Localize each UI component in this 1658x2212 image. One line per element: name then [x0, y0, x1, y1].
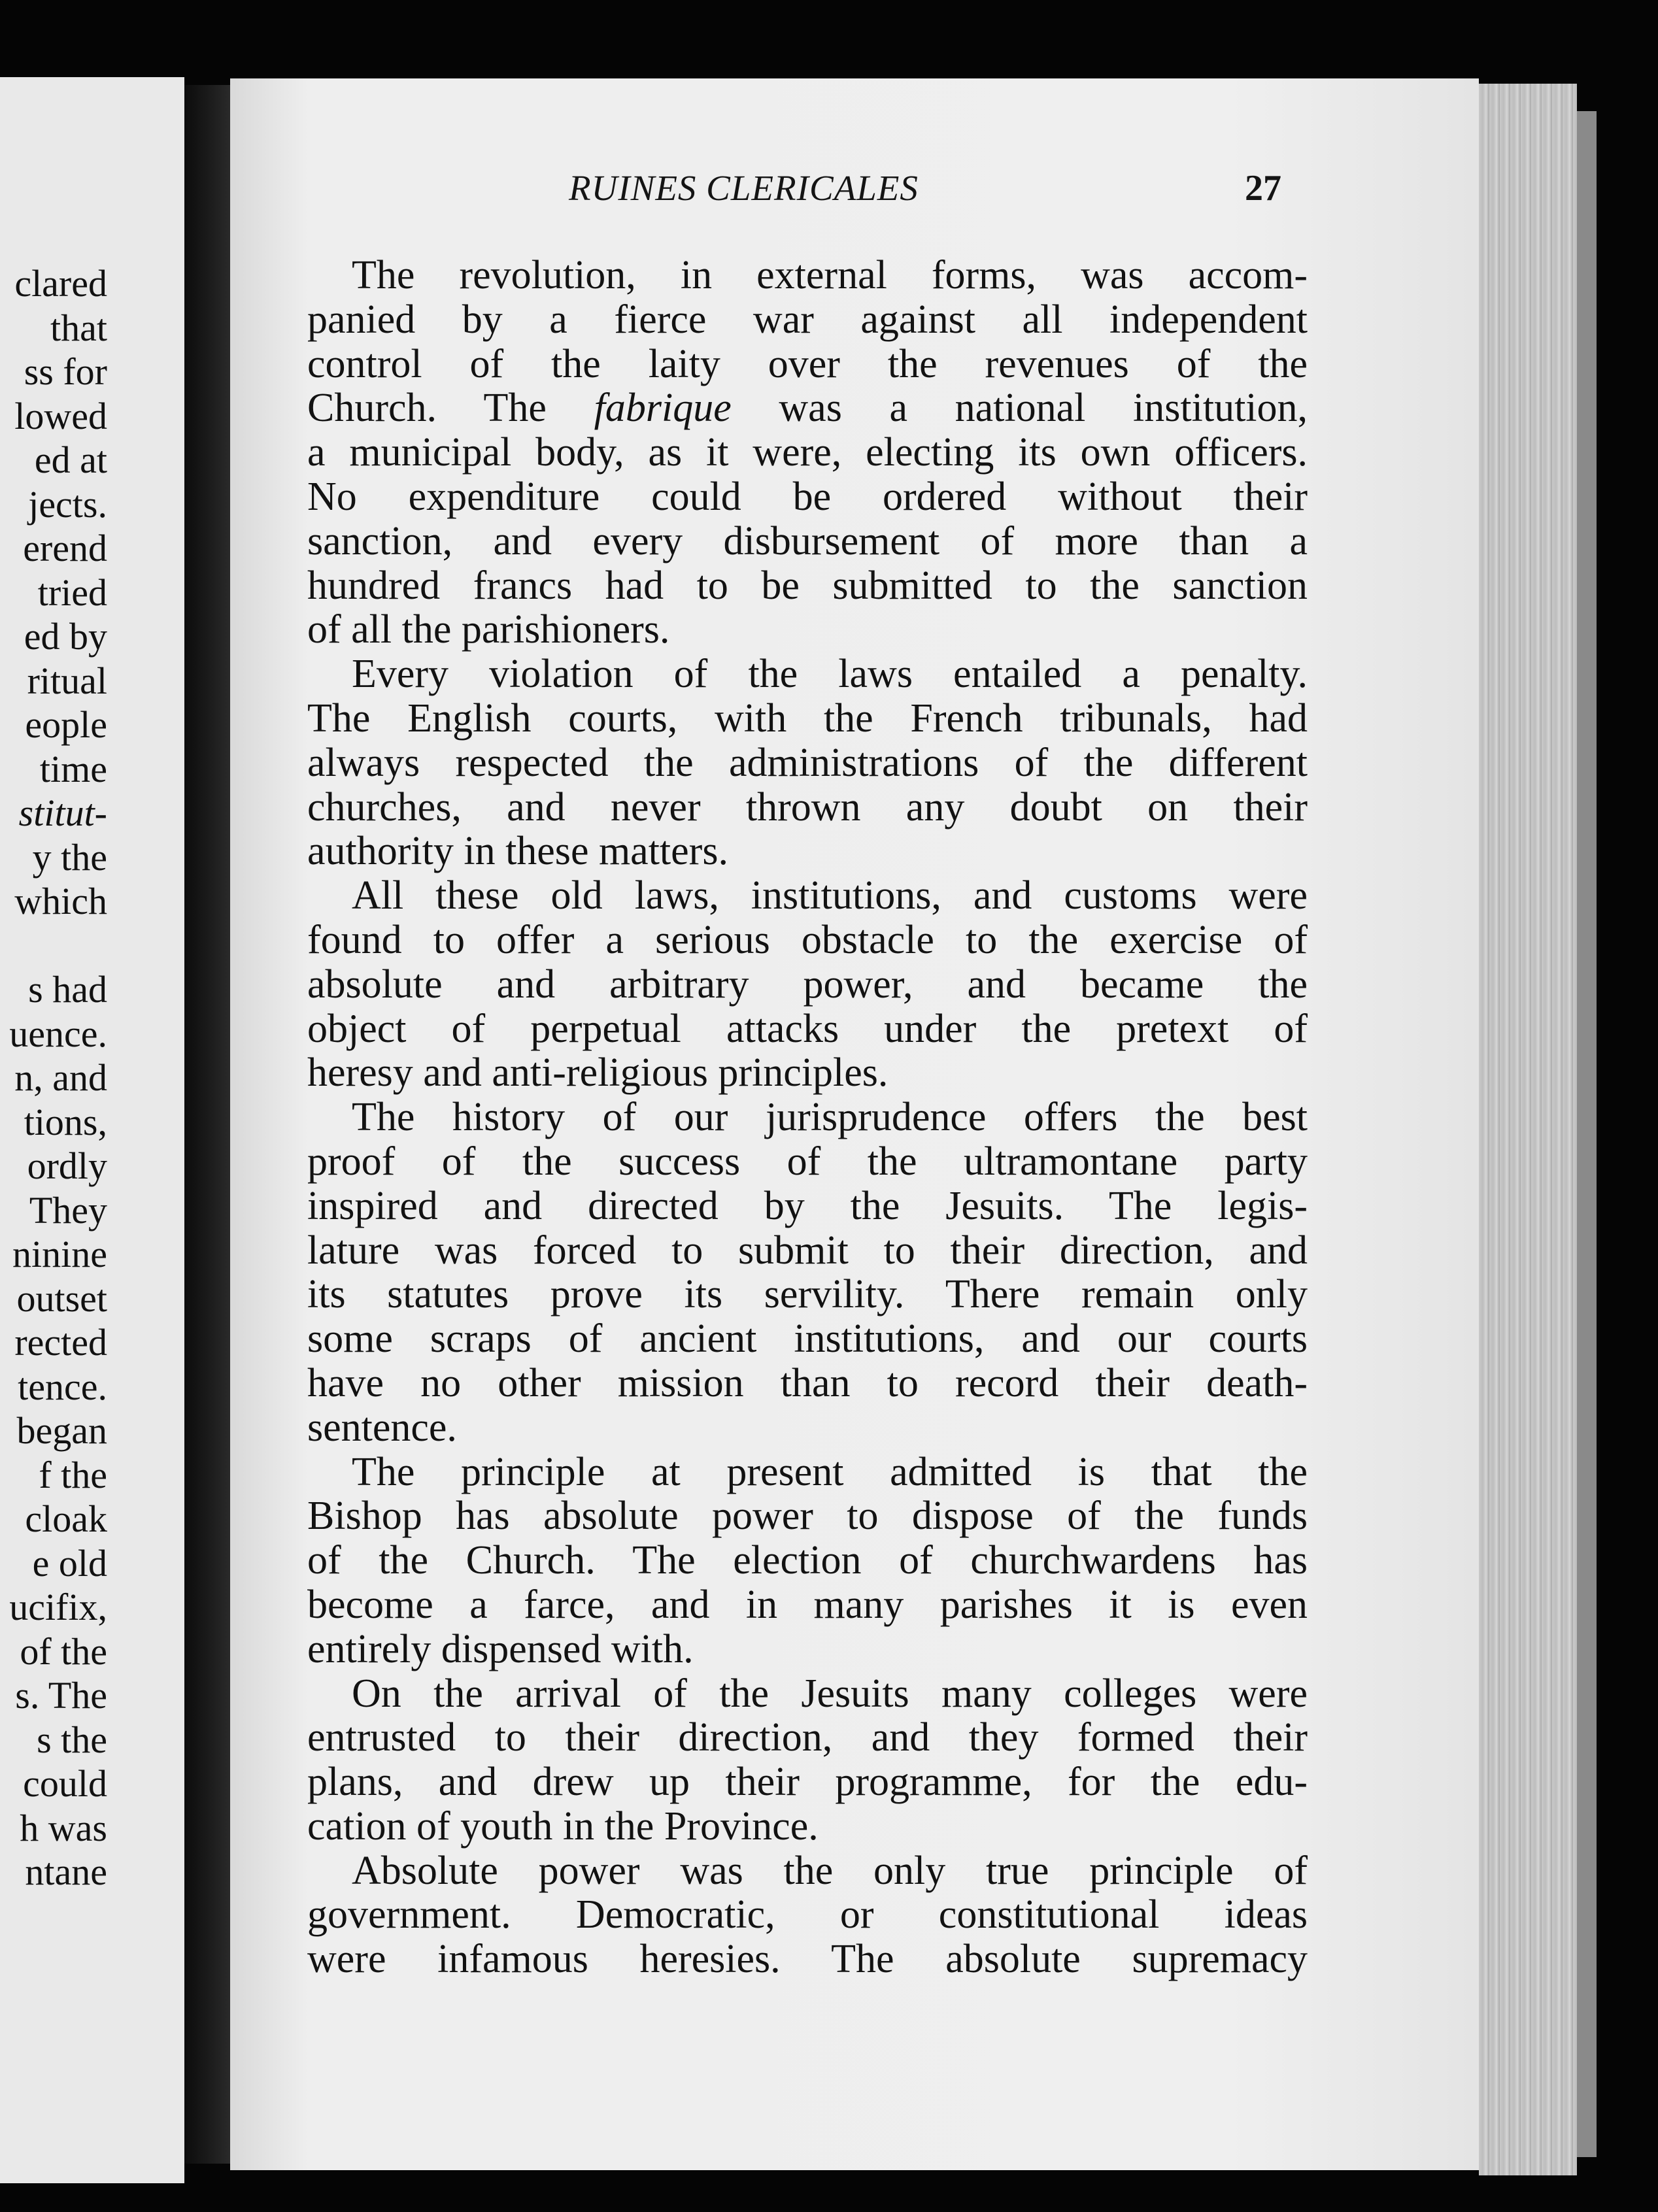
text-line: government. Democratic, or constitutional ideas — [307, 1892, 1308, 1937]
text-line: Every violation of the laws entailed a penalty. — [352, 652, 1308, 697]
left-line: of the — [20, 1630, 107, 1673]
left-line: uence. — [9, 1012, 107, 1055]
text-line: Bishop has absolute power to dispose of the funds — [307, 1494, 1308, 1539]
left-line: began — [16, 1409, 107, 1452]
left-line: e old — [32, 1541, 107, 1584]
left-line: ed at — [34, 439, 107, 481]
text-line: found to offer a serious obstacle to the exercise of — [307, 917, 1308, 962]
left-line: that — [50, 306, 107, 349]
text-line: lature was forced to submit to their direction, and — [307, 1228, 1308, 1273]
text-line: entirely dispensed with. — [307, 1626, 694, 1671]
book-gutter — [184, 85, 230, 2164]
left-line: f the — [39, 1453, 107, 1496]
text-line: hundred francs had to be submitted to the sanction — [307, 563, 1308, 608]
left-line: ninine — [12, 1233, 107, 1275]
text-line: plans, and drew up their programme, for the edu- — [307, 1760, 1308, 1805]
left-line: tence. — [18, 1365, 107, 1408]
text-line: of all the parishioners. — [307, 607, 670, 652]
text-line: heresy and anti-religious principles. — [307, 1050, 888, 1096]
text-line: inspired and directed by the Jesuits. The legis- — [307, 1183, 1308, 1228]
left-line: could — [23, 1762, 107, 1805]
text-line: authority in these matters. — [307, 829, 728, 874]
text-line: a municipal body, as it were, electing its own officers. — [307, 430, 1308, 475]
text-line — [307, 386, 1308, 431]
left-facing-page — [0, 77, 184, 2183]
text-line: churches, and never thrown any doubt on their — [307, 784, 1308, 830]
text-line: The history of our jurisprudence offers the best — [352, 1095, 1308, 1140]
left-line: stitut- — [18, 792, 107, 834]
left-line: time — [39, 747, 107, 790]
text-line: always respected the administrations of the different — [307, 740, 1308, 785]
text-line: The revolution, in external forms, was accom- — [352, 253, 1308, 297]
text-line: No expenditure could be ordered without their — [307, 474, 1308, 519]
left-line: outset — [16, 1277, 107, 1320]
left-line: h was — [20, 1806, 107, 1849]
left-line: They — [29, 1188, 107, 1232]
left-line: ucifix, — [9, 1586, 107, 1628]
left-line: clared — [14, 262, 107, 305]
text-line: sanction, and every disbursement of more than a — [307, 518, 1308, 563]
left-line: ordly — [27, 1145, 107, 1187]
left-line: erend — [23, 527, 107, 569]
text-line: The English courts, with the French tribunals, had — [307, 695, 1308, 741]
left-line: y the — [32, 835, 107, 879]
page-body — [307, 254, 1308, 1982]
text-line: All these old laws, institutions, and customs were — [352, 873, 1308, 918]
left-line: n, and — [14, 1056, 107, 1099]
text-line: become a farce, and in many parishes it is even — [307, 1582, 1308, 1627]
text-line: some scraps of ancient institutions, and our courts — [307, 1316, 1308, 1362]
left-line: s had — [28, 968, 107, 1011]
text-line: cation of youth in the Province. — [307, 1803, 819, 1849]
page-number: 27 — [1245, 168, 1281, 209]
text-line: panied by a fierce war against all independent — [307, 297, 1308, 342]
page-header — [307, 167, 1281, 220]
running-title: RUINES CLERICALES — [569, 168, 919, 208]
left-line: eople — [25, 703, 107, 746]
left-line: tried — [37, 571, 107, 614]
text-line: object of perpetual attacks under the pretext of — [307, 1006, 1308, 1051]
left-line: s. The — [15, 1674, 107, 1717]
left-line: which — [14, 880, 107, 922]
left-line: s the — [37, 1718, 107, 1761]
text-line: entrusted to their direction, and they formed their — [307, 1715, 1308, 1760]
left-line: ritual — [27, 659, 107, 702]
text-line: its statutes prove its servility. There remain only — [307, 1272, 1308, 1317]
text-line: The principle at present admitted is that the — [352, 1449, 1308, 1494]
text-line: control of the laity over the revenues of the — [307, 341, 1308, 386]
left-line: ss for — [24, 350, 107, 393]
text-line: were infamous heresies. The absolute supremacy — [307, 1937, 1308, 1982]
left-page-text — [0, 261, 107, 1894]
left-line: cloak — [25, 1498, 107, 1540]
left-line-blank — [0, 924, 107, 968]
italic-term-fabrique: fabrique — [594, 386, 732, 431]
text-span: was a national institution, — [779, 386, 1308, 431]
left-line: lowed — [14, 394, 107, 437]
left-line: rected — [14, 1321, 107, 1364]
left-line: ntane — [25, 1851, 107, 1893]
text-line: On the arrival of the Jesuits many colleges were — [352, 1671, 1308, 1716]
left-line: jects. — [28, 482, 107, 526]
page-edges — [1479, 84, 1577, 2175]
text-line: have no other mission than to record their death- — [307, 1360, 1308, 1405]
text-line: of the Church. The election of churchwardens has — [307, 1538, 1308, 1583]
text-line: sentence. — [307, 1405, 457, 1450]
text-span: Church. The — [307, 386, 547, 431]
left-line: tions, — [24, 1100, 107, 1143]
page-edges-shadow — [1577, 111, 1597, 2157]
text-line: absolute and arbitrary power, and became the — [307, 962, 1308, 1007]
left-line: ed by — [24, 615, 107, 658]
text-line: Absolute power was the only true principle of — [352, 1848, 1308, 1893]
text-line: proof of the success of the ultramontane party — [307, 1139, 1308, 1184]
